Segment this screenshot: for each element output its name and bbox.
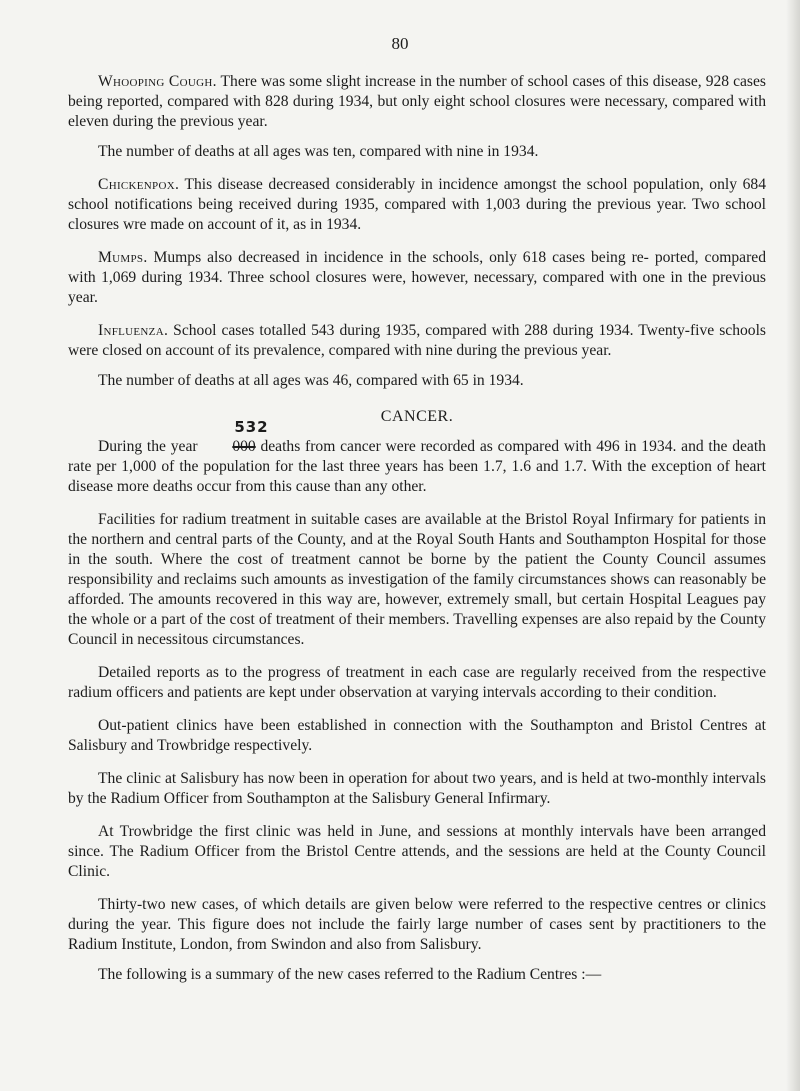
influenza-text: School cases totalled 543 during 1935, compared with 288 during 1934. Twenty-five schools were closed on account of its prevalence, compared with nine during the previous year.: [68, 322, 766, 359]
page-number: 80: [391, 34, 409, 53]
chickenpox-paragraph: [68, 175, 766, 235]
whooping-cough-text: There was some slight increase in the number of school cases of this disease, 928 cases being reported, compared with 828 during 1934, but only eight school closures were necessary, compared with eleven during the previous year.: [68, 73, 766, 130]
influenza-paragraph: [68, 321, 766, 361]
whooping-cough-deaths: The number of deaths at all ages was ten, compared with nine in 1934.: [98, 143, 539, 160]
chickenpox-text: This disease decreased considerably in incidence amongst the school population, only 684 school notifications being received during 1935, compared with 1,003 during the previous year. Two school closures wre made on account of it, as in 1934.: [68, 176, 766, 233]
cancer-heading: CANCER.: [380, 408, 454, 425]
influenza-deaths: The number of deaths at all ages was 46, compared with 65 in 1934.: [98, 372, 524, 389]
whooping-cough-paragraph: [68, 72, 766, 132]
struck-number: 000: [232, 438, 256, 455]
whooping-cough-heading: Whooping Cough.: [98, 73, 217, 90]
chickenpox-heading: Chickenpox.: [98, 176, 180, 193]
cancer-paragraph-5: The clinic at Salisbury has now been in operation for about two years, and is held at two-monthly intervals by the Radium Officer from Southampton at the Salisbury General Infirmary.: [68, 770, 766, 807]
cancer-paragraph-4: Out-patient clinics have been established in connection with the Southampton and Bristol Centres at Salisbury and Trowbridge respectively.: [68, 717, 766, 754]
mumps-text: Mumps also decreased in incidence in the schools, only 618 cases being re- ported, compared with 1,069 during 1934. Three school closures were, however, necessary, compared with one in the previous year.: [68, 249, 766, 306]
cancer-paragraph-8: The following is a summary of the new cases referred to the Radium Centres :—: [98, 966, 602, 983]
influenza-heading: Influenza.: [98, 322, 169, 339]
mumps-heading: Mumps.: [98, 249, 148, 266]
cancer-paragraph-2: Facilities for radium treatment in suitable cases are available at the Bristol Royal Infirmary for patients in the northern and central parts of the County, and at the Royal South Hants and Southampton Hospital for those in the south. Where the cost of treatment cannot be borne by the patient the County Council assumes responsibility and reclaims such amounts as investigation of the family circumstances shows can reasonably be afforded. The amounts recovered in this way are, however, extremely small, but certain Hospital Leagues pay the whole or a part of the cost of treatment of their members. Travelling expenses are also repaid by the County Council in necessitous circumstances.: [68, 511, 766, 648]
cancer-paragraph-6: At Trowbridge the first clinic was held in June, and sessions at monthly intervals have been arranged since. The Radium Officer from the Bristol Centre attends, and the sessions are held at the County Council Clinic.: [68, 823, 766, 880]
cancer-p1-start: During the year: [98, 438, 198, 455]
handwritten-correction: [202, 418, 269, 457]
page-edge-shadow: [786, 0, 800, 1091]
cancer-paragraph-7: Thirty-two new cases, of which details are given below were referred to the respective centres or clinics during the year. This figure does not include the fairly large number of cases sent by practitioners to the Radium Institute, London, from Swindon and also from Salisbury.: [68, 896, 766, 953]
cancer-paragraph-1: [68, 418, 766, 497]
correction-number: 532: [234, 418, 269, 436]
cancer-p1-rest: deaths from cancer were recorded as compared with 496 in 1934. and the death rate per 1,000 of the population for the last three years has been 1.7, 1.6 and 1.7. With the exception of heart disease more deaths occur from this cause than any other.: [68, 438, 766, 495]
document-body: [68, 72, 766, 985]
mumps-paragraph: [68, 248, 766, 308]
cancer-paragraph-3: Detailed reports as to the progress of treatment in each case are regularly received from the respective radium officers and patients are kept under observation at varying intervals according to their condition.: [68, 664, 766, 701]
